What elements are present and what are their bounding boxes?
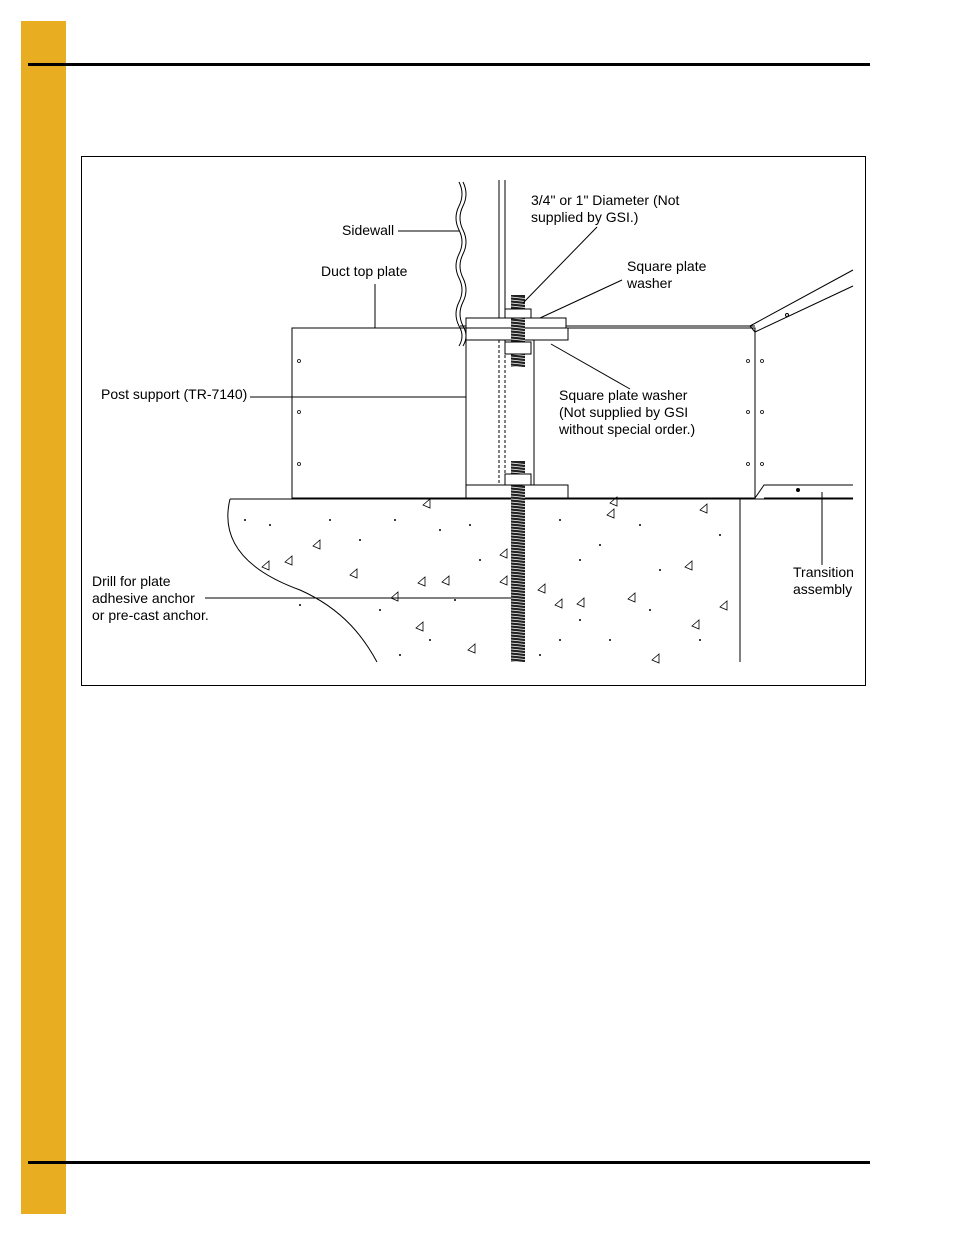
label-duct-top-plate: Duct top plate <box>321 263 408 279</box>
label-square-plate-washer-line1: Square plate <box>627 258 707 274</box>
label-square-plate-washer-line2: washer <box>627 275 673 291</box>
label-washer-not-supplied-line2: (Not supplied by GSI <box>559 404 689 420</box>
anchor-bolt <box>499 295 531 663</box>
label-bolt-diameter-line2: supplied by GSI.) <box>531 209 639 225</box>
label-transition-assembly-line1: Transition <box>793 564 854 580</box>
label-sidewall: Sidewall <box>342 222 395 238</box>
label-washer-not-supplied-line1: Square plate washer <box>559 387 688 403</box>
transition-assembly <box>750 270 853 498</box>
box-rivets <box>298 360 764 466</box>
label-bolt-diameter-line1: 3/4" or 1" Diameter (Not <box>531 192 680 208</box>
label-drill-anchor-line3: or pre-cast anchor. <box>92 607 209 623</box>
label-post-support: Post support (TR-7140) <box>101 386 248 402</box>
label-washer-not-supplied-line3: without special order.) <box>559 421 696 437</box>
concrete-aggregate <box>244 497 727 663</box>
label-drill-anchor-line2: adhesive anchor <box>92 590 195 606</box>
label-drill-anchor-line1: Drill for plate <box>92 573 171 589</box>
concrete-foundation <box>228 499 853 662</box>
label-transition-assembly-line2: assembly <box>793 581 853 597</box>
